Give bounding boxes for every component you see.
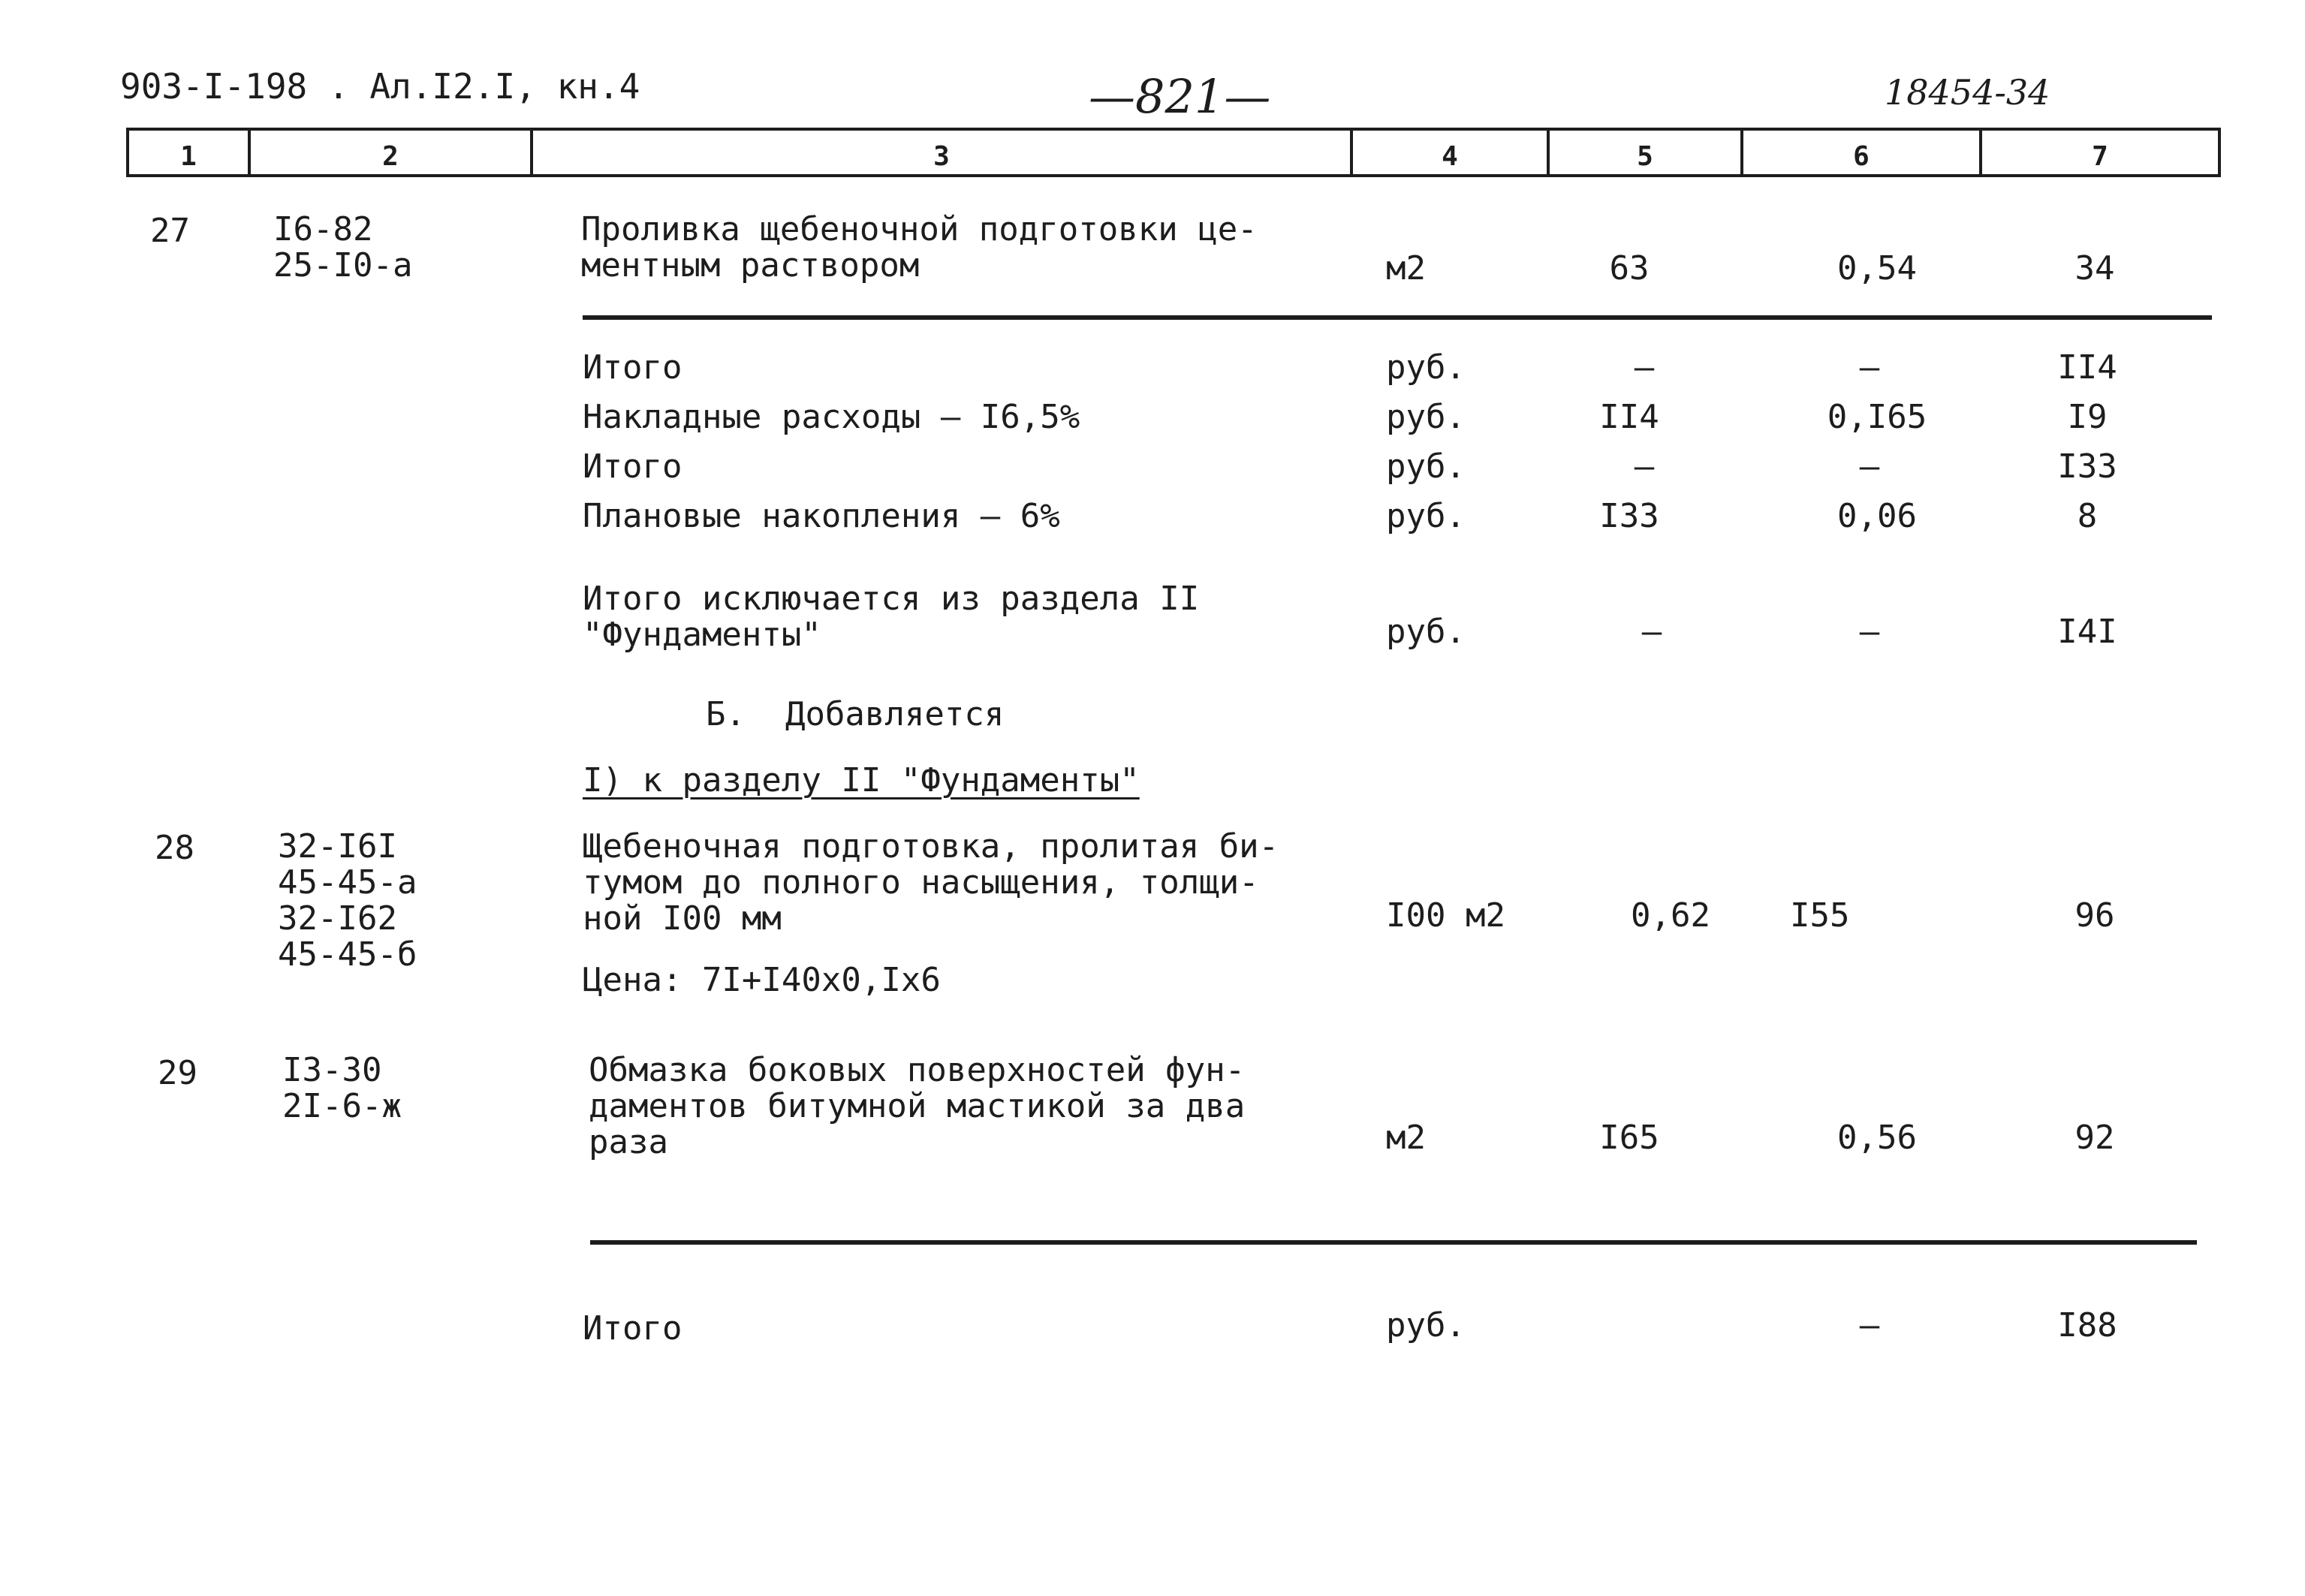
planned-savings-label: Плановые накопления — 6% [583, 497, 1060, 535]
separator-rule-2 [590, 1240, 2197, 1245]
row-29-quantity: I65 [1599, 1119, 1659, 1157]
column-header-1: 1 [180, 141, 197, 172]
row-28-total: 96 [2074, 896, 2115, 935]
column-header-7: 7 [2092, 141, 2108, 172]
row-29-price: 0,56 [1837, 1119, 1917, 1157]
column-header-6: 6 [1853, 141, 1870, 172]
excluded-col6: — [1859, 613, 1880, 651]
row-28-codes: 32-I6I 45-45-а 32-I62 45-45-б [278, 827, 417, 974]
subtotal-unit: руб. [1386, 348, 1466, 387]
subtotal-col6: — [1859, 348, 1880, 387]
subtotal-col5: — [1634, 348, 1655, 387]
row-28-price-note: Цена: 7I+I40х0,Iх6 [583, 961, 941, 999]
column-header-5: 5 [1637, 141, 1653, 172]
archive-number: 18454-34 [1885, 72, 2050, 113]
row-27-unit: м2 [1386, 249, 1426, 288]
final-total-label: Итого [583, 1309, 682, 1348]
row-27-price: 0,54 [1837, 249, 1917, 288]
subtotal-label: Итого [583, 348, 682, 387]
document-code: 903-I-198 . Ал.I2.I, кн.4 [120, 66, 640, 107]
final-total-col7: I88 [2057, 1306, 2117, 1345]
column-header-3: 3 [933, 141, 950, 172]
subsection-heading: I) к разделу II "Фундаменты" [583, 761, 1140, 800]
overhead-col6: 0,I65 [1827, 398, 1927, 436]
subtotal-2-col7: I33 [2057, 447, 2117, 486]
overhead-col7: I9 [2067, 398, 2108, 436]
final-total-unit: руб. [1386, 1306, 1466, 1345]
row-27-number: 27 [150, 212, 190, 250]
excluded-col7: I4I [2057, 613, 2117, 651]
row-29-total: 92 [2074, 1119, 2115, 1157]
column-header-4: 4 [1442, 141, 1458, 172]
row-28-price: I55 [1790, 896, 1850, 935]
row-29-unit: м2 [1386, 1119, 1426, 1157]
row-27-total: 34 [2074, 249, 2115, 288]
overhead-col5: II4 [1599, 398, 1659, 436]
page-number: —821— [1089, 69, 1271, 124]
planned-savings-col6: 0,06 [1837, 497, 1917, 535]
overhead-unit: руб. [1386, 398, 1466, 436]
excluded-label: Итого исключается из раздела II "Фундаменты" [583, 580, 1200, 654]
row-27-description: Проливка щебеночной подготовки це- ментным раствором [581, 210, 1258, 285]
row-29-number: 29 [158, 1054, 197, 1092]
subtotal-col7: II4 [2057, 348, 2117, 387]
row-27-quantity: 63 [1609, 249, 1650, 288]
excluded-col5: — [1641, 613, 1662, 651]
column-header-2: 2 [382, 141, 399, 172]
overhead-label: Накладные расходы — I6,5% [583, 398, 1080, 436]
planned-savings-unit: руб. [1386, 497, 1466, 535]
row-28-description: Щебеночная подготовка, пролитая би- тумом до полного насыщения, толщи- ной I00 мм [583, 827, 1279, 938]
subtotal-2-unit: руб. [1386, 447, 1466, 486]
subtotal-2-col6: — [1859, 447, 1880, 486]
section-b-heading: Б. Добавляется [706, 695, 1005, 733]
row-28-quantity: 0,62 [1631, 896, 1710, 935]
subtotal-2-col5: — [1634, 447, 1655, 486]
excluded-unit: руб. [1386, 613, 1466, 651]
row-29-codes: I3-30 2I-6-ж [282, 1051, 402, 1125]
separator-rule-1 [583, 315, 2212, 320]
row-28-number: 28 [155, 829, 194, 867]
row-29-description: Обмазка боковых поверхностей фун- даментов битумной мастикой за два раза [589, 1051, 1246, 1161]
row-27-codes: I6-82 25-I0-а [273, 210, 413, 285]
subtotal-2-label: Итого [583, 447, 682, 486]
planned-savings-col7: 8 [2077, 497, 2098, 535]
planned-savings-col5: I33 [1599, 497, 1659, 535]
row-28-unit: I00 м2 [1386, 896, 1505, 935]
final-total-col6: — [1859, 1306, 1880, 1345]
